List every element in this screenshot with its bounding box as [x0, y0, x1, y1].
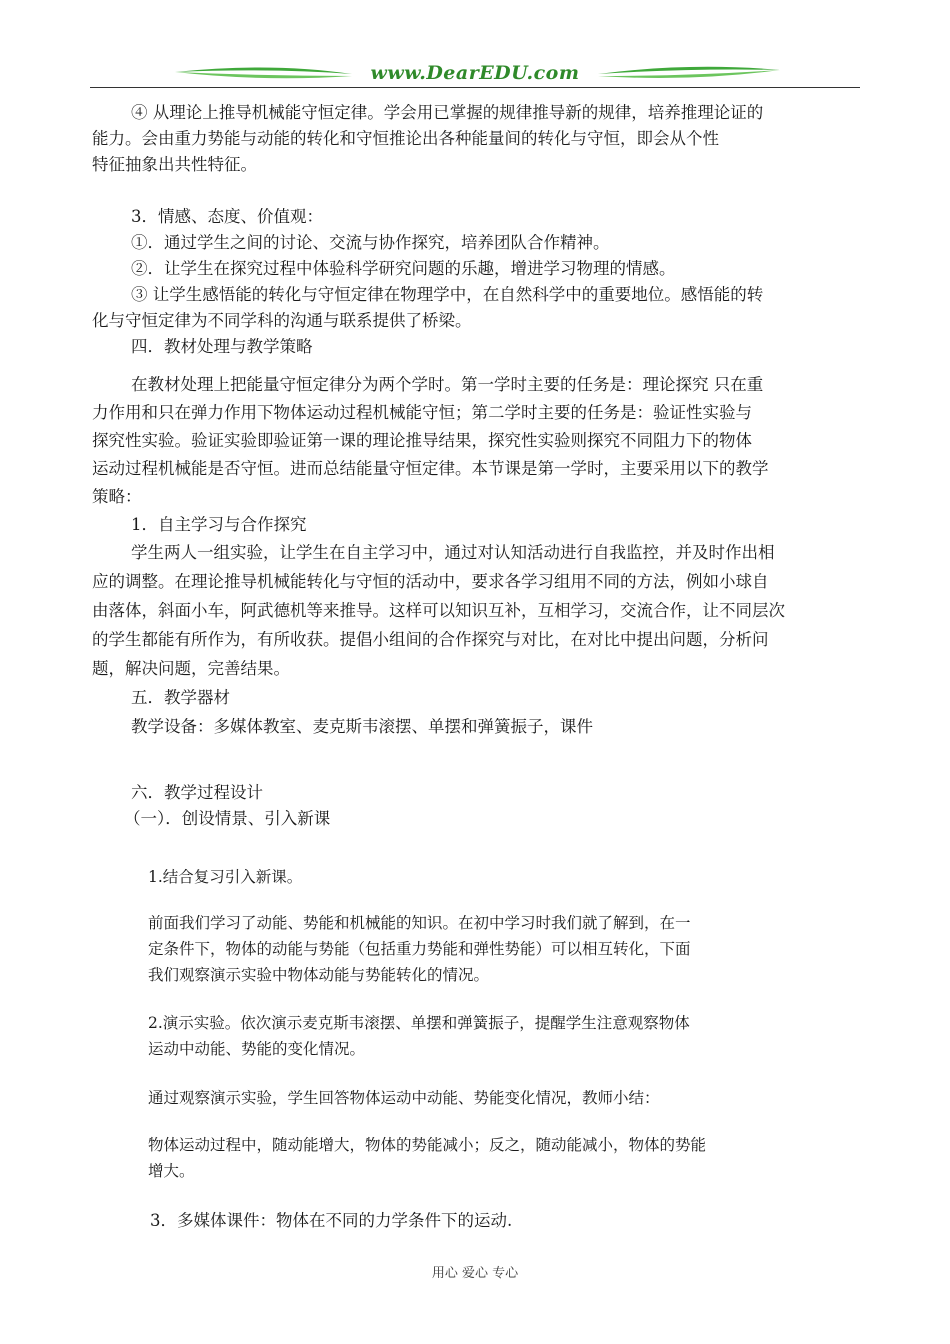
text-line: 1.结合复习引入新课。 [148, 868, 303, 886]
section-heading: 五．教学器材 [131, 688, 230, 707]
text-line: 增大。 [148, 1162, 195, 1180]
text-line: ④ 从理论上推导机械能守恒定律。学会用已掌握的规律推导新的规律，培养推理论证的 [131, 103, 764, 122]
section-heading: 六．教学过程设计 [131, 783, 263, 802]
page-footer: 用心 爱心 专心 [431, 1266, 519, 1281]
text-line: 我们观察演示实验中物体动能与势能转化的情况。 [148, 966, 490, 984]
text-line: ③ 让学生感悟能的转化与守恒定律在物理学中，在自然科学中的重要地位。感悟能的转 [131, 285, 764, 304]
text-line: 力作用和只在弹力作用下物体运动过程机械能守恒；第二学时主要的任务是：验证性实验与 [92, 403, 752, 422]
text-line: 化与守恒定律为不同学科的沟通与联系提供了桥梁。 [92, 311, 472, 330]
page-header [90, 60, 860, 90]
subsection-heading: （一）．创设情景、引入新课 [124, 809, 331, 828]
text-line: 前面我们学习了动能、势能和机械能的知识。在初中学习时我们就了解到，在一 [148, 914, 691, 932]
text-line: 的学生都能有所作为，有所收获。提倡小组间的合作探究与对比，在对比中提出问题，分析问 [92, 630, 769, 649]
text-line: 物体运动过程中，随动能增大，物体的势能减小；反之，随动能减小，物体的势能 [148, 1136, 707, 1154]
text-line: 探究性实验。验证实验即验证第一课的理论推导结果，探究性实验则探究不同阻力下的物体 [92, 431, 752, 450]
header-rule [90, 87, 860, 88]
text-line: ②．让学生在探究过程中体验科学研究问题的乐趣，增进学习物理的情感。 [131, 259, 676, 278]
text-line: 2.演示实验。依次演示麦克斯韦滚摆、单摆和弹簧振子，提醒学生注意观察物体 [148, 1014, 690, 1032]
subsection-heading: 1．自主学习与合作探究 [131, 515, 307, 534]
text-line: 定条件下，物体的动能与势能（包括重力势能和弹性势能）可以相互转化，下面 [148, 940, 691, 958]
text-line: 特征抽象出共性特征。 [92, 155, 257, 174]
text-line: 应的调整。在理论推导机械能转化与守恒的活动中，要求各学习组用不同的方法，例如小球自 [92, 572, 769, 591]
text-line: 运动中动能、势能的变化情况。 [148, 1040, 366, 1058]
text-line: 在教材处理上把能量守恒定律分为两个学时。第一学时主要的任务是：理论探究 只在重 [131, 375, 764, 394]
section-heading: 四．教材处理与教学策略 [131, 337, 313, 356]
text-line: 学生两人一组实验，让学生在自主学习中，通过对认知活动进行自我监控，并及时作出相 [131, 543, 775, 562]
text-line: 3．多媒体课件：物体在不同的力学条件下的运动. [150, 1211, 513, 1230]
text-line: 通过观察演示实验，学生回答物体运动中动能、势能变化情况，教师小结： [148, 1089, 660, 1107]
text-line: 3．情感、态度、价值观： [131, 207, 323, 226]
site-logo: www.DearEDU.com [370, 62, 580, 84]
text-line: 题，解决问题，完善结果。 [92, 659, 290, 678]
text-line: 能力。会由重力势能与动能的转化和守恒推论出各种能量间的转化与守恒，即会从个性 [92, 129, 719, 148]
text-line: ①．通过学生之间的讨论、交流与协作探究，培养团队合作精神。 [131, 233, 610, 252]
text-line: 由落体，斜面小车，阿武德机等来推导。这样可以知识互补，互相学习，交流合作，让不同层次 [92, 601, 785, 620]
text-line: 运动过程机械能是否守恒。进而总结能量守恒定律。本节课是第一学时，主要采用以下的教学 [92, 459, 769, 478]
text-line: 教学设备：多媒体教室、麦克斯韦滚摆、单摆和弹簧振子，课件 [131, 717, 593, 736]
text-line: 策略： [92, 487, 142, 506]
